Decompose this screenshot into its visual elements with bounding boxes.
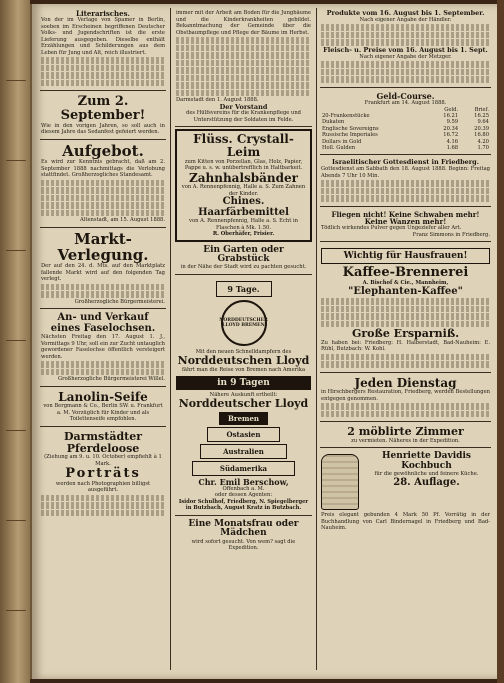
ad-body: zu vermieten. Näheres in der Expedition. [351,437,460,444]
agent-place: Offenbach a. M. [222,485,265,492]
section-title: Produkte vom 16. August bis 1. September. [326,9,485,17]
section-body: Gottesdienst am Sabbath den 18. August 1888. Beginn: Freitag Abends 7 Uhr 10 Min. [321,166,490,179]
rate-value: 16.80 [474,132,489,139]
rate-value: 1.68 [446,144,459,151]
produce-prices [320,8,491,88]
currency-name: Englische Sovereigns [322,125,379,132]
rooms-ad [320,424,491,448]
notice-title: Aufgebot. [62,141,144,160]
tuesday-notice [320,375,491,423]
ad-title: Jeden Dienstag [354,375,457,390]
lloyd-seal-icon: NORDDEUTSCHER LLOYD BREMEN [221,300,267,346]
ad-kicker: Wichtig für Hausfrauen! [321,248,490,264]
ad-title: Porträts [65,466,141,482]
destination-ostasien: Ostasien [207,427,280,442]
rate-value: 16.21 [443,112,459,119]
section-subtitle: Frankfurt am 14. August 1888. [364,100,447,107]
synagogue-notice [320,157,491,206]
ad-title: Lanolin-Seife [58,389,148,404]
section-subtitle: Nach eigener Angabe der Metzger. [359,53,452,60]
section-title: Israelitischer Gottesdienst in Friedberg. [332,158,479,167]
article-date: Darmstadt den 1. August 1888. [176,97,259,103]
lanolin-ad [40,389,166,427]
market-notice [40,230,166,310]
rate-value: 1.70 [477,144,489,151]
banns-notice [40,142,166,228]
lottery-ad [40,429,166,520]
days-box: 9 Tage. [216,281,272,297]
column-right [320,8,491,670]
table-header-row: Geld. Brief. [444,106,489,113]
maid-ad [175,518,312,555]
currency-name: 20-Frankenstücke [322,112,370,119]
ad-body: zum Kitten von Porzellan, Glas, Holz, Papier, Pappe u. s. w. unübertrefflich in Haltbarkeit. [184,158,303,171]
rate-value: 9.59 [446,119,459,126]
column-rule [170,8,171,670]
rate-value: 4.16 [446,138,459,145]
garden-ad [175,244,312,275]
ad-body: Zu haben bei: Friedberg: H. Halberstadt, Bad-Nauheim: E. Rühl, Butzbach: W. Kohl. [321,339,490,353]
exchange-rates [320,90,491,156]
notice-title: An- und Verkauf eines Faselochsen. [50,312,156,334]
notice-body: Von der im Verlage von Spamer in Berlin, soeben im Erscheinen begriffenen Deutscher Volks- und Jugendschriften ist die erste Lieferung ausgegeben. Dieselbe enthält Erzählungen und Schilderungen aus dem Leben für Jung und Alt, reich illustriert. [41,17,165,56]
notice-signature: Großherzogliche Bürgermeisterei. [74,298,165,305]
ad-body: Tödlich wirkendes Pulver gegen Ungeziefer aller Art. [321,225,462,232]
ad-edition: 28. Auflage. [393,476,460,488]
ad-body: von Bergmann & Co., Berlin SW. u. Frankfurt a. M. Vorzüglich für Kinder und als Toilettenseife empfohlen. [43,403,163,423]
ad-signature: Franz Simmons in Friedberg. [412,231,490,238]
ad-company: A. Bischof & Cie., Mannheim, [362,280,449,286]
destination-suedamerika: Südamerika [192,461,295,476]
destination-australien: Australien [200,444,286,459]
ad-body: werden nach Photographien billigst ausgeführt. [55,480,151,494]
ad-route: fährt man die Reise von Bremen nach Amerika [181,367,306,374]
table-row [321,145,490,151]
article-body: des Hülfsvereins für die Krankenpflege und Unterstützung der Soldaten im Felde. [186,110,301,123]
ad-title: Flüss. Crystall-Leim [193,132,294,159]
notice-title: Zum 2. September! [60,94,146,123]
sedan-notice [40,93,166,139]
column-middle [175,8,312,670]
ad-title: Eine Monatsfrau oder Mädchen [188,518,299,539]
ad-title: Norddeutscher Lloyd [178,397,309,411]
notice-signature: Altenstadt, am 15. August 1888. [80,217,165,224]
agents-intro: oder dessen Agenten: [214,492,273,499]
ad-body: von A. Rennenpfennig, Halle a. S. Zum Zahnen der Kinder. [181,184,306,197]
previous-page-edge [0,0,30,683]
ad-title: Chines. Haarfärbemittel [198,196,289,218]
currency-name: Dukaten [322,119,345,126]
ad-seller: R. Oberhäfer, Frisier. [212,231,275,238]
column-rule [316,8,317,670]
ad-title: Darmstädter Pferdeloose [63,429,143,455]
section-title: Geld-Course. [376,90,435,101]
ad-title: Ein Garten oder Grabstück [203,244,284,265]
notice-body: Der auf den 24. d. Mts. auf den Marktplatz fallende Markt wird auf den folgenden Tag verlegt. [41,263,165,283]
currency-name: Holl. Gulden [322,144,356,151]
pest-ad [320,209,491,243]
ox-sale-notice [40,311,166,387]
ad-body: in Hirschbergers Restauration, Friedberg, werden Bestellungen entgegen genommen. [321,389,490,402]
destination-bremen: Bremen [219,412,268,425]
ad-body: wird sofort gesucht. Von wem? sagt die Expedition. [191,538,296,552]
notice-signature: Großherzogliche Bürgermeisterei Willel. [58,376,165,383]
ad-body: (Ziehung am 9. u. 10. October) empfiehlt à 1 Mark. [44,454,162,467]
notice-body: Wie in den vorigen Jahren, so soll auch in diesem Jahre das Sedanfest gefeiert werden. [41,122,165,136]
currency-name: Russische Imperiales [322,132,378,139]
lloyd-ad [175,277,312,516]
column-left [40,8,166,670]
top-article [175,8,312,127]
notice-body: Nächsten Freitag den 17. August 1. J., Vormittags 9 Uhr, soll ein zur Zucht untauglich gewordener Faselochse öffentlich versteigert werden. [41,334,165,360]
ad-body: in der Nähe der Stadt wird zu pachten gesucht. [180,264,307,271]
ad-body: Preis elegant gebunden 4 Mark 50 Pf. Vorrätig in der Buchhandlung von Carl Bindernagel in Friedberg und Bad-Nauheim. [321,512,490,532]
book-edge [497,0,504,683]
ad-title: Kaffee-Brennerei [342,265,469,281]
rate-value: 16.72 [443,132,459,139]
ad-title: Große Ersparniß. [351,327,460,340]
ad-product: "Elephanten-Kaffee" [348,285,463,297]
ad-title: 2 möblirte Zimmer [347,425,464,439]
rates-table [321,107,490,152]
rate-value: 9.64 [477,119,489,126]
coffee-ad [320,244,491,372]
days-banner: in 9 Tagen [176,376,311,390]
ad-title: Zahnhalsbänder [188,170,299,185]
notice-title: Markt-Verlegung. [57,229,149,264]
article-body: immer mit der Arbeit am Boden für die Jungbäume und die Kinderkrankheiten gebildet. Bekanntmachung der Gemeinde über die Obstbaumpflege und Pflege der Bäume im Herbst. [176,10,311,36]
rate-value: 20.39 [474,125,489,132]
agents-list: Isidor Schulhof, Friedberg, N. Spiegelberger in Butzbach, August Kratz in Butzbach. [178,498,309,512]
ad-intro: Mit den neuen Schnelldampfern des [195,348,292,355]
ad-title: Norddeutschen Lloyd [177,354,310,368]
notice-title: Literarisches. [76,9,130,18]
section-subtitle: Nach eigener Angabe der Händler. [359,16,452,23]
rate-value: 4.20 [477,138,489,145]
rate-value: 20.34 [443,125,459,132]
currency-name: Dollars in Gold [322,138,362,145]
ad-body: von A. Rennenpfennig, Halle a. S. Echt in Flaschen à Mk. 1.50. [189,218,298,231]
ad-title: Henriette Davidis Kochbuch [382,451,471,471]
literary-notice [40,8,166,91]
glue-ad [175,129,312,241]
ad-subtitle: Nähere Auskunft ertheilt: [209,391,278,398]
ad-title: Fliegen nicht! Keine Schwaben mehr! Keine Wanzen mehr! [331,209,480,227]
notice-body: Es wird zur Kenntnis gebracht, daß am 2. September 1888 nachmittags die Verlobung stattfindet. Großherzogliches Standesamt. [41,159,165,179]
rate-value: 16.25 [474,112,489,119]
ad-subtitle: für die gewöhnliche und feinere Küche. [374,471,479,478]
cookbook-icon [321,454,359,510]
cookbook-ad [320,450,491,535]
section-title: Fleisch- u. Preise vom 16. August bis 1. Sept. [323,45,488,54]
agent-name: Chr. Emil Berschow, [198,476,289,487]
article-title: Der Vorstand [219,102,268,111]
